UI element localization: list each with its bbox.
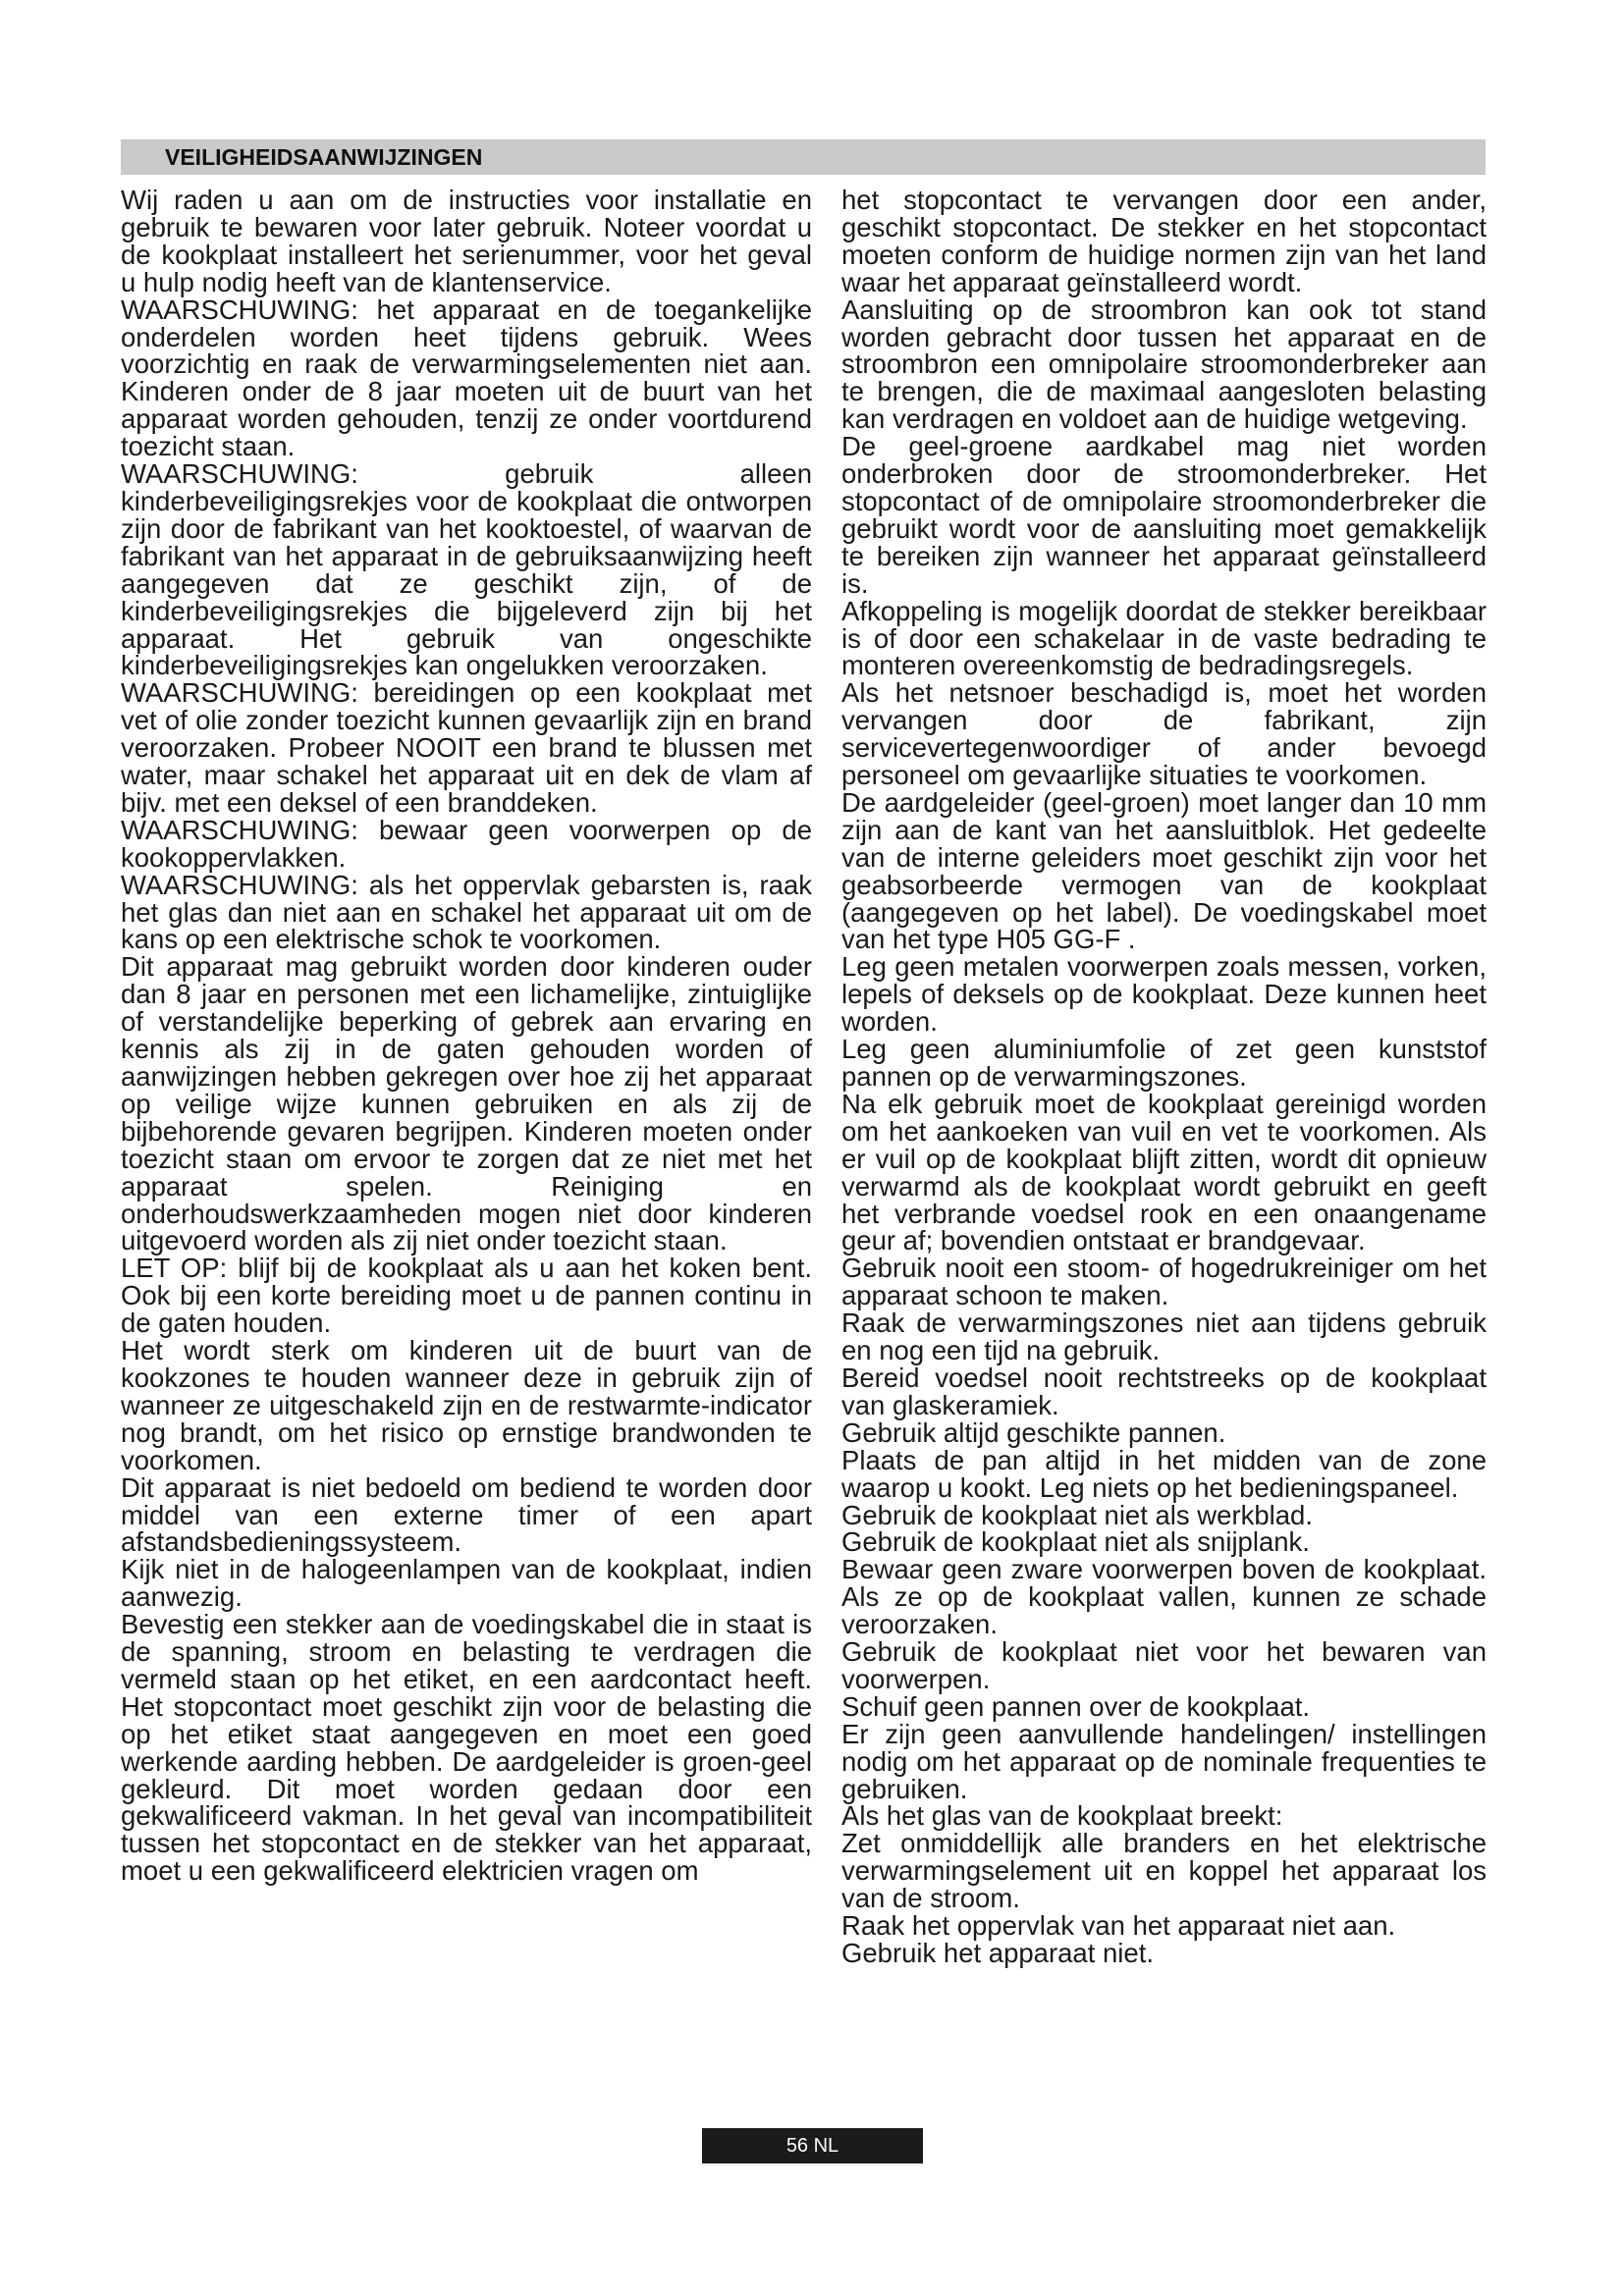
- right-column: [841, 187, 1487, 1967]
- section-header: VEILIGHEIDSAANWIJZINGEN: [121, 139, 1486, 175]
- paragraph: Gebruik de kookplaat niet voor het bewaren van voorwerpen.: [841, 1636, 1487, 1694]
- paragraph: De geel-groene aardkabel mag niet worden onderbroken door de stroomonderbreker. Het stopcontact of de omnipolaire stroomonderbreker die gebruikt wordt voor de aansluiting moet gemakkelijk te bereiken zijn wanneer het apparaat geïnstalleerd is.: [841, 431, 1487, 599]
- paragraph: WAARSCHUWING: gebruik alleen kinderbeveiligingsrekjes voor de kookplaat die ontworpen zijn door de fabrikant van het kooktoestel, of waarvan de fabrikant van het apparaat in de gebruiksaanwijzing heeft aangegeven dat ze geschikt zijn, of de kinderbeveiligingsrekjes die bijgeleverd zijn bij het apparaat. Het gebruik van ongeschikte kinderbeveiligingsrekjes kan ongelukken veroorzaken.: [121, 458, 812, 681]
- page-number: 56 NL: [702, 2128, 923, 2163]
- paragraph: Er zijn geen aanvullende handelingen/ instellingen nodig om het apparaat op de nominale frequenties te gebruiken.: [841, 1718, 1487, 1804]
- paragraph: Na elk gebruik moet de kookplaat gereinigd worden om het aankoeken van vuil en vet te voorkomen. Als er vuil op de kookplaat blijft zitten, wordt dit opnieuw verwarmd als de kookplaat wordt gebruikt en geeft het verbrande voedsel rook en een onaangename geur af; bovendien ontstaat er brandgevaar.: [841, 1088, 1487, 1256]
- left-column: [121, 187, 812, 1885]
- paragraph: Plaats de pan altijd in het midden van de zone waarop u kookt. Leg niets op het bedieningspaneel.: [841, 1444, 1487, 1503]
- paragraph: Leg geen aluminiumfolie of zet geen kunststof pannen op de verwarmingszones.: [841, 1034, 1487, 1092]
- paragraph: De aardgeleider (geel-groen) moet langer dan 10 mm zijn aan de kant van het aansluitblok. Het gedeelte van de interne geleiders moet geschikt zijn voor het geabsorbeerde vermogen van de kookplaat (aangegeven op het label). De voedingskabel moet van het type H05 GG-F .: [841, 786, 1487, 955]
- paragraph: LET OP: blijf bij de kookplaat als u aan het koken bent. Ook bij een korte bereiding moet u de pannen continu in de gaten houden.: [121, 1253, 812, 1339]
- paragraph: WAARSCHUWING: bereidingen op een kookplaat met vet of olie zonder toezicht kunnen gevaarlijk zijn en brand veroorzaken. Probeer NOOIT een brand te blussen met water, maar schakel het apparaat uit en dek de vlam af bijv. met een deksel of een branddeken.: [121, 677, 812, 818]
- paragraph: Dit apparaat is niet bedoeld om bediend te worden door middel van een externe timer of een apart afstandsbedieningssysteem.: [121, 1471, 812, 1558]
- paragraph: het stopcontact te vervangen door een ander, geschikt stopcontact. De stekker en het stopcontact moeten conform de huidige normen zijn van het land waar het apparaat geïnstalleerd wordt.: [841, 185, 1487, 297]
- paragraph: WAARSCHUWING: bewaar geen voorwerpen op de kookoppervlakken.: [121, 814, 812, 873]
- paragraph: Schuif geen pannen over de kookplaat.: [841, 1690, 1311, 1722]
- paragraph: Gebruik nooit een stoom- of hogedrukreiniger om het apparaat schoon te maken.: [841, 1253, 1487, 1311]
- paragraph: Dit apparaat mag gebruikt worden door kinderen ouder dan 8 jaar en personen met een lichamelijke, zintuiglijke of verstandelijke beperking of gebrek aan ervaring en kennis als zij in de gaten gehouden worden of aanwijzingen hebben gekregen over hoe zij het apparaat op veilige wijze kunnen gebruiken en als zij de bijbehorende gevaren begrijpen. Kinderen moeten onder toezicht staan om ervoor te zorgen dat ze niet met het apparaat spelen. Reiniging en onderhoudswerkzaamheden mogen niet door kinderen uitgevoerd worden als zij niet onder toezicht staan.: [121, 951, 812, 1256]
- paragraph: Bevestig een stekker aan de voedingskabel die in staat is de spanning, stroom en belasting te verdragen die vermeld staan op het etiket, en een aardcontact heeft. Het stopcontact moet geschikt zijn voor de belasting die op het etiket staat aangegeven en moet een goed werkende aarding hebben. De aardgeleider is groen-geel gekleurd. Dit moet worden gedaan door een gekwalificeerd vakman. In het geval van incompatibiliteit tussen het stopcontact en de stekker van het apparaat, moet u een gekwalificeerd elektricien vragen om: [121, 1609, 812, 1887]
- paragraph: Gebruik het apparaat niet.: [841, 1938, 1154, 1968]
- paragraph: Aansluiting op de stroombron kan ook tot stand worden gebracht door tussen het apparaat en de stroombron een omnipolaire stroomonderbreker aan te brengen, die de maximaal aangesloten belasting kan verdragen en voldoet aan de huidige wetgeving.: [841, 294, 1487, 435]
- paragraph: Leg geen metalen voorwerpen zoals messen, vorken, lepels of deksels op de kookplaat. Deze kunnen heet worden.: [841, 951, 1487, 1038]
- paragraph: Zet onmiddellijk alle branders en het elektrische verwarmingselement uit en koppel het apparaat los van de stroom.: [841, 1828, 1487, 1914]
- paragraph: WAARSCHUWING: het apparaat en de toegankelijke onderdelen worden heet tijdens gebruik. Wees voorzichtig en raak de verwarmingselementen niet aan. Kinderen onder de 8 jaar moeten uit de buurt van het apparaat worden gehouden, tenzij ze onder voortdurend toezicht staan.: [121, 294, 812, 462]
- paragraph: Kijk niet in de halogeenlampen van de kookplaat, indien aanwezig.: [121, 1554, 812, 1613]
- paragraph: Afkoppeling is mogelijk doordat de stekker bereikbaar is of door een schakelaar in de vaste bedrading te monteren overeenkomstig de bedradingsregels.: [841, 595, 1487, 681]
- paragraph: Gebruik de kookplaat niet als snijplank.: [841, 1526, 1310, 1558]
- paragraph: Wij raden u aan om de instructies voor installatie en gebruik te bewaren voor later gebruik. Noteer voordat u de kookplaat installeert het serienummer, voor het geval u hulp nodig heeft van de klantenservice.: [121, 185, 812, 297]
- paragraph: Gebruik altijd geschikte pannen.: [841, 1416, 1226, 1448]
- paragraph: Bereid voedsel nooit rechtstreeks op de kookplaat van glaskeramiek.: [841, 1362, 1487, 1420]
- paragraph: Als het glas van de kookplaat breekt:: [841, 1800, 1283, 1832]
- paragraph: Bewaar geen zware voorwerpen boven de kookplaat. Als ze op de kookplaat vallen, kunnen ze schade veroorzaken.: [841, 1554, 1487, 1640]
- paragraph: Gebruik de kookplaat niet als werkblad.: [841, 1499, 1313, 1530]
- paragraph: Het wordt sterk om kinderen uit de buurt van de kookzones te houden wanneer deze in gebruik zijn of wanneer ze uitgeschakeld zijn en de restwarmte-indicator nog brandt, om het risico op ernstige brandwonden te voorkomen.: [121, 1335, 812, 1475]
- paragraph: Als het netsnoer beschadigd is, moet het worden vervangen door de fabrikant, zijn servicevertegenwoordiger of ander bevoegd personeel om gevaarlijke situaties te voorkomen.: [841, 677, 1487, 791]
- paragraph: Raak het oppervlak van het apparaat niet aan.: [841, 1910, 1396, 1942]
- paragraph: Raak de verwarmingszones niet aan tijdens gebruik en nog een tijd na gebruik.: [841, 1308, 1487, 1366]
- paragraph: WAARSCHUWING: als het oppervlak gebarsten is, raak het glas dan niet aan en schakel het apparaat uit om de kans op een elektrische schok te voorkomen.: [121, 869, 812, 955]
